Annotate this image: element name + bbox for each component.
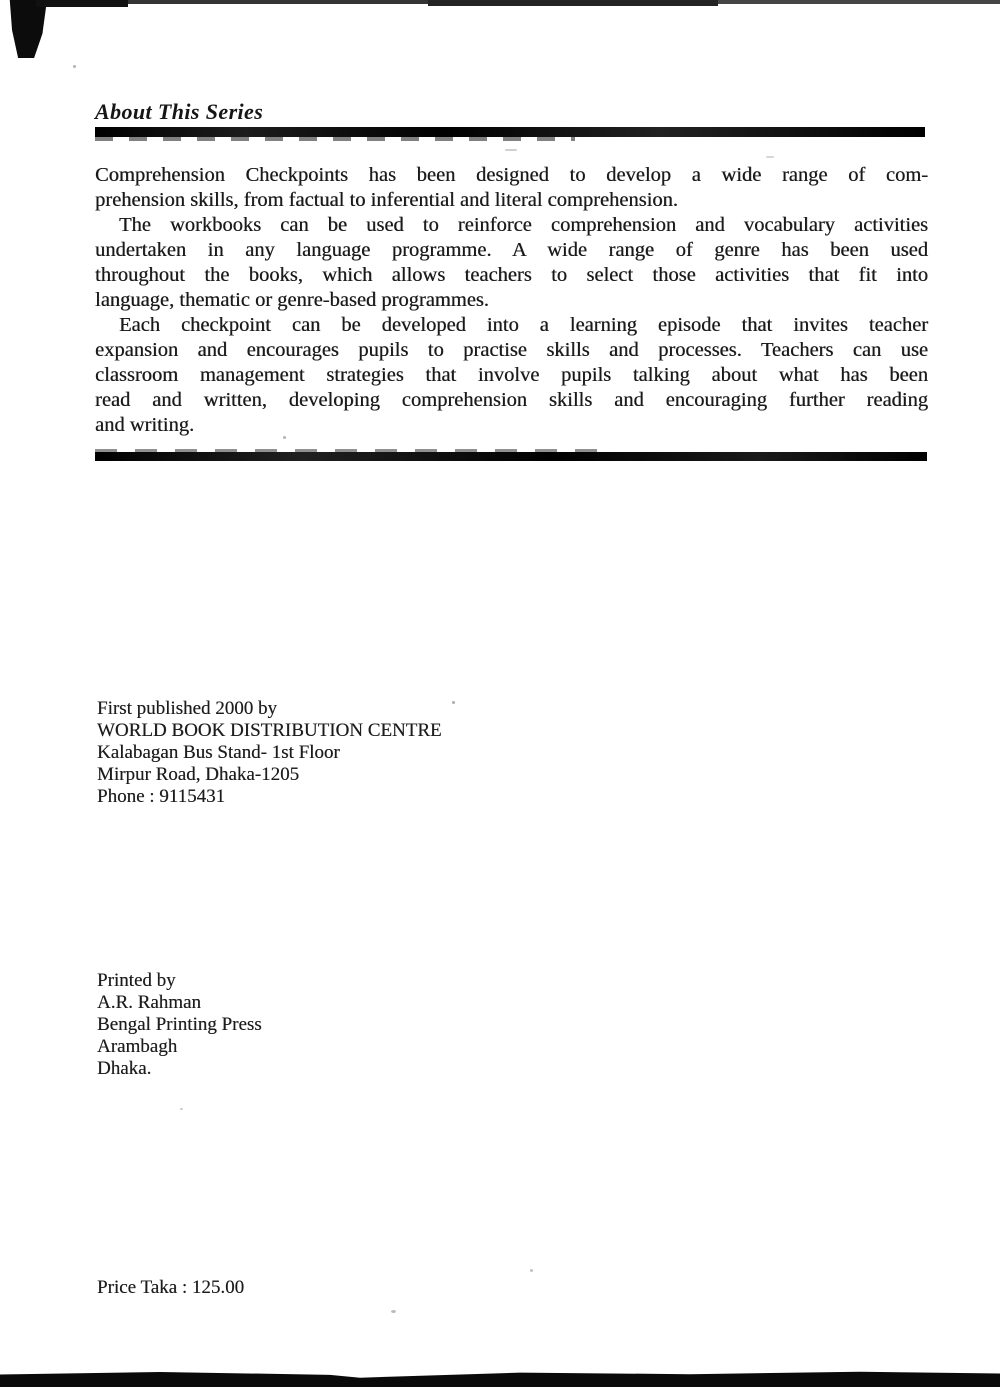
printer-name: A.R. Rahman	[97, 992, 201, 1013]
body-line: language, thematic or genre-based programmes.	[95, 289, 489, 311]
scan-speck	[391, 1310, 396, 1313]
scan-artifact-bottom-bar	[0, 1371, 1000, 1387]
scan-speck	[180, 1108, 183, 1110]
scan-artifact-corner-blob	[9, 0, 47, 58]
publisher-name: WORLD BOOK DISTRIBUTION CENTRE	[97, 720, 442, 741]
body-line: expansion and encourages pupils to practise skills and processes. Teachers can use	[95, 339, 928, 361]
body-line: and writing.	[95, 414, 195, 436]
divider-rule-top	[95, 127, 925, 137]
printer-address-line: Dhaka.	[97, 1058, 152, 1079]
divider-rule-bottom	[95, 452, 927, 461]
page-title: About This Series	[95, 99, 264, 124]
printer-press: Bengal Printing Press	[97, 1014, 262, 1035]
body-line: read and written, developing comprehension skills and encouraging further reading	[95, 389, 928, 411]
scan-speck	[283, 436, 286, 439]
body-line: Comprehension Checkpoints has been designed to develop a wide range of com-	[95, 164, 928, 186]
scan-artifact-top-line	[128, 0, 428, 4]
scan-speck	[530, 1269, 533, 1272]
publisher-block	[97, 698, 442, 808]
scan-artifact-top-line	[428, 0, 718, 6]
scan-speck	[505, 149, 517, 151]
body-line: throughout the books, which allows teachers to select those activities that fit into	[95, 264, 928, 286]
printer-block	[97, 970, 262, 1080]
price-line: Price Taka : 125.00	[97, 1277, 245, 1298]
body-line: The workbooks can be used to reinforce comprehension and vocabulary activities	[119, 214, 928, 236]
scan-speck	[766, 156, 774, 158]
publisher-line: First published 2000 by	[97, 698, 277, 719]
publisher-address-line: Kalabagan Bus Stand- 1st Floor	[97, 742, 340, 763]
about-series-text	[95, 163, 928, 438]
scan-artifact-rule-fuzz	[95, 137, 575, 141]
body-line: Each checkpoint can be developed into a learning episode that invites teacher	[119, 314, 928, 336]
body-line: prehension skills, from factual to inferential and literal comprehension.	[95, 189, 678, 211]
scan-artifact-top-line	[718, 0, 1000, 4]
body-line: classroom management strategies that involve pupils talking about what has been	[95, 364, 928, 386]
publisher-address-line: Mirpur Road, Dhaka-1205	[97, 764, 300, 785]
publisher-phone: Phone : 9115431	[97, 786, 226, 807]
scan-artifact-top-line	[36, 0, 128, 7]
printer-address-line: Arambagh	[97, 1036, 178, 1057]
scan-speck	[452, 701, 455, 704]
body-line: undertaken in any language programme. A wide range of genre has been used	[95, 239, 928, 261]
scan-speck	[73, 65, 76, 68]
printer-line: Printed by	[97, 970, 176, 991]
